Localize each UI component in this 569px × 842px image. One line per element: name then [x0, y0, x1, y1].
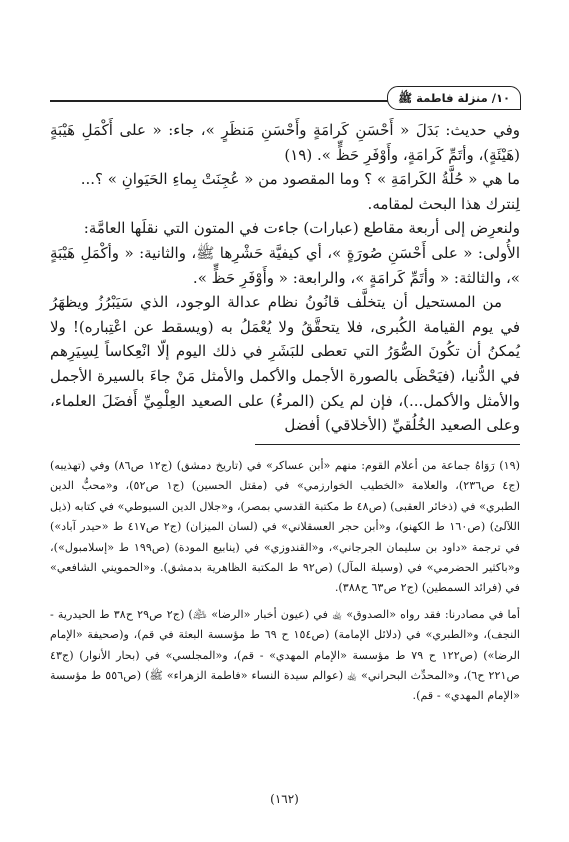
paragraph: ولنعرِض إلى أربعة مقاطع (عبارات) جاءت في المتون التي نقلَها العامَّة:	[83, 219, 520, 238]
footnote: (١٩) رَوَاهُ جماعة من أعلام القوم: منهم «أبن عساكر» في (تاريخ دمشق) (ج١٢ ص٨٦) وفي (تهذيبه) (ج٤ ص٢٣٦)، والعلامة «الخطيب الخوارزمي» في (مقتل الحسين) (ج١ ص٥٢)، و«محبُّ الدين الطبري» في (ذخائر العقبى) (ص٤٨ ط مكتبة القدسي بمصر)، و«جلال الدين السيوطي» في كتابه (ذيل اللآلئ) (ص١٦٠ ط الكهنو)، و«أبن حجر العسقلاني» في (لسان الميزان) (ج٢ ص٤١٧ ط «حيدر آباد») في ترجمة «داود بن سليمان الجرجاني»، و«القندوزي» في (ينابيع المودة) (ص١٩٩ ط «إسلامبول»)، و«باكثير الحضرمي» في (وسيلة المآل) (ص٩٢ ط المكتبة الظاهرية بدمشق). و«الحمويني الشافعي» في (فرائد السمطين) (ج٢ ص٦٣ ح٣٨٨).	[50, 459, 520, 595]
footnote: أما في مصادرنا: فقد رواه «الصدوق» ﵀ في (عيون أخبار «الرضا» ﵇) (ج٢ ص٢٩ ح٣٨ ط الحيدرية - النجف)، و«الطبري» في (دلائل الإمامة) (ص١٥٤ ح ٦٩ ط مؤسسة البعثة في قم)، و(صحيفة «الإمام الرضا») (ص١٢٢ ح ٧٩ ط مؤسسة «الإمام المهدي» - قم)، و«المجلسي» في (بحار الأنوار) (ج٤٣ ص٢٢١ ح٦)، و«المحدِّث البحراني» ﵀ (عوالم سيدة النساء «فاطمة الزهراء» ﷺ) (ص٥٥٦ ط مؤسسة «الإمام المهدي» - قم).	[50, 607, 521, 703]
paragraph: وفي حديث: بَدَلَ « أَحْسَنِ كَرامَةٍ وأَحْسَنِ مَنظَرٍ »، جاء: « على أَكْمَلِ هَيْبَةٍ (هَيْئَةٍ)، وأتَمِّ كَرامَةٍ، وأَوْفَرِ حَظٍّ ». (١٩)	[50, 121, 520, 164]
paragraph: ما هي « حُلَّةُ الكَرامَةِ » ؟ وما المقصود من « عُجِنَتْ بِماءِ الحَيَوانِ » ؟...	[80, 170, 520, 189]
page-number: (١٦٢)	[270, 792, 299, 806]
paragraph: من المستحيل أن يتخلَّف قانُونُ نظام عدالة الوجود، الذي سَيَبْرُزُ ويظهَرُ في يوم القيامة الكُبرى، فلا يتحقَّقُ ولا يُعْمَلُ به (ويسقط عن اعْتِباره)! ولا يُمكنُ أن تكُونَ الصُّوَرُ التي تعطى للبَشَرِ في ذلك اليوم إلّا انْعِكاساً لِسِيَرِهم في الدُّنيا، (فيَحْظَى بالصورة الأجمل والأكمل والأمثل مَنْ جاءَ بالسيرة الأجمل والأمثل والأكمل...)، فإن لم يكن (المرءُ) على الصعيد العِلْمِيِّ أَفضَلَ العلماء، وعلى الصعيد الخُلُقيِّ (الأخلاقي) أفضل	[50, 293, 520, 435]
main-text	[50, 118, 520, 438]
footnotes	[50, 456, 520, 707]
footnote-divider	[255, 444, 520, 445]
running-header: ١٠/ منزلة فاطمة ﷺ	[387, 86, 521, 110]
paragraph: لِنترك هذا البحث لمقامه.	[367, 194, 520, 213]
paragraph: الأُولى: « على أَحْسَنِ صُورَةٍ »، أي كيفيَّة حَشْرِها ﷺ، والثانية: « وأكْمَلِ هَيْبَةٍ »، والثالثة: « وأتَمِّ كَرامَةٍ »، والرابعة: « وأَوْفَرِ حَظٍّ ».	[50, 243, 520, 287]
